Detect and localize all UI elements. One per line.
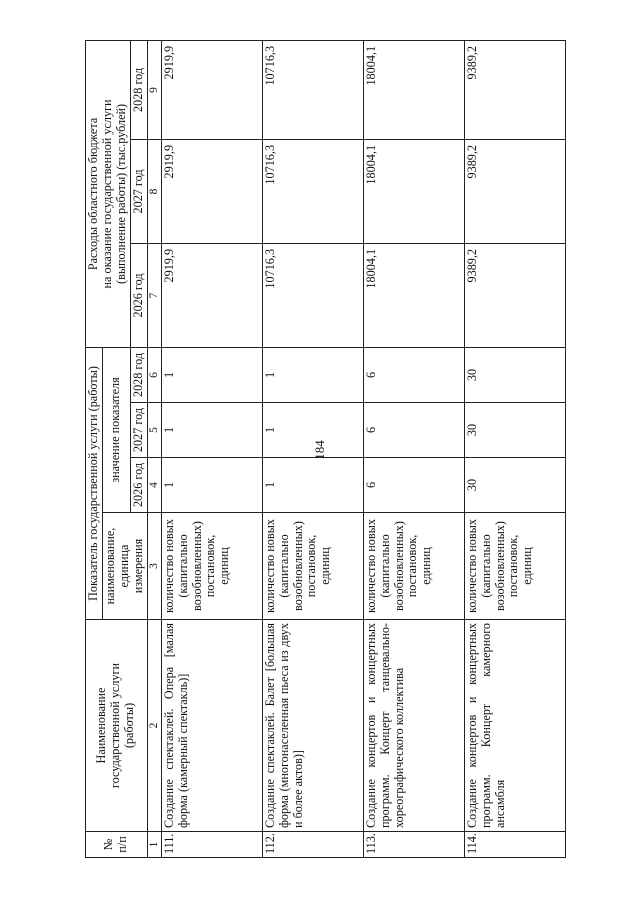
header-year-2028: 2028 год	[130, 347, 147, 402]
expense-2027-cell: 10716,3	[262, 139, 363, 243]
expense-2026-cell: 18004,1	[363, 243, 464, 347]
expense-2026-cell: 10716,3	[262, 243, 363, 347]
expense-2028-cell: 18004,1	[363, 40, 464, 139]
header-exp-year-2026: 2026 год	[130, 243, 147, 347]
value-2028-cell: 1	[161, 347, 262, 402]
expense-2027-cell: 9389,2	[464, 139, 565, 243]
expense-2026-cell: 2919,9	[161, 243, 262, 347]
value-2026-cell: 30	[464, 458, 565, 513]
value-2026-cell: 1	[161, 458, 262, 513]
value-2026-cell: 6	[363, 458, 464, 513]
value-2028-cell: 6	[363, 347, 464, 402]
row-number: 113.	[363, 832, 464, 858]
expense-2028-cell: 9389,2	[464, 40, 565, 139]
expense-2028-cell: 10716,3	[262, 40, 363, 139]
column-number: 8	[147, 139, 161, 243]
value-2028-cell: 1	[262, 347, 363, 402]
value-2028-cell: 30	[464, 347, 565, 402]
header-service-name: Наименование государственной услуги (работы)	[86, 620, 148, 832]
service-name-cell: Создание концертов и концертных программ. Концерт танцевально-хореографического коллектива	[363, 620, 464, 832]
header-year-2026: 2026 год	[130, 458, 147, 513]
value-2026-cell: 1	[262, 458, 363, 513]
value-2027-cell: 6	[363, 403, 464, 458]
column-number: 7	[147, 243, 161, 347]
unit-cell: количество новых (капитально возобновленных) постановок, единиц	[464, 513, 565, 620]
header-exp-year-2027: 2027 год	[130, 139, 147, 243]
column-number: 5	[147, 403, 161, 458]
table-row	[464, 40, 565, 857]
row-number: 112.	[262, 832, 363, 858]
table-row	[161, 40, 262, 857]
service-name-cell: Создание концертов и концертных программ. Концерт камерного ансамбля	[464, 620, 565, 832]
value-2027-cell: 30	[464, 403, 565, 458]
header-unit-name: наименование, единица измерения	[102, 513, 147, 620]
header-num: № п/п	[86, 832, 148, 858]
budget-services-table	[85, 40, 566, 858]
page-number: 184	[312, 440, 327, 460]
unit-cell: количество новых (капитально возобновленных) постановок, единиц	[262, 513, 363, 620]
service-name-cell: Создание спектаклей. Балет [большая форма (многонаселенная пьеса из двух и более актов)]	[262, 620, 363, 832]
header-year-2027: 2027 год	[130, 403, 147, 458]
rotated-table-container	[85, 41, 600, 858]
column-number: 3	[147, 513, 161, 620]
expense-2028-cell: 2919,9	[161, 40, 262, 139]
service-name-cell: Создание спектаклей. Опера [малая форма (камерный спектакль)]	[161, 620, 262, 832]
column-number: 9	[147, 40, 161, 139]
header-expenses-group: Расходы областного бюджета на оказание государственной услуги (выполнение работы) (тыс.рублей)	[86, 40, 131, 347]
value-2027-cell: 1	[161, 403, 262, 458]
unit-cell: количество новых (капитально возобновленных) постановок, единиц	[161, 513, 262, 620]
column-number: 6	[147, 347, 161, 402]
expense-2026-cell: 9389,2	[464, 243, 565, 347]
table-row	[363, 40, 464, 857]
table-row	[262, 40, 363, 857]
header-indicator-group: Показатель государственной услуги (работы)	[86, 347, 103, 619]
expense-2027-cell: 18004,1	[363, 139, 464, 243]
header-indicator-value: значение показателя	[102, 347, 130, 512]
column-number: 1	[147, 832, 161, 858]
row-number: 114.	[464, 832, 565, 858]
value-2027-cell: 1	[262, 403, 363, 458]
column-number: 2	[147, 620, 161, 832]
row-number: 111.	[161, 832, 262, 858]
expense-2027-cell: 2919,9	[161, 139, 262, 243]
header-exp-year-2028: 2028 год	[130, 40, 147, 139]
column-number-row	[147, 40, 161, 857]
column-number: 4	[147, 458, 161, 513]
unit-cell: количество новых (капитально возобновленных) постановок, единиц	[363, 513, 464, 620]
